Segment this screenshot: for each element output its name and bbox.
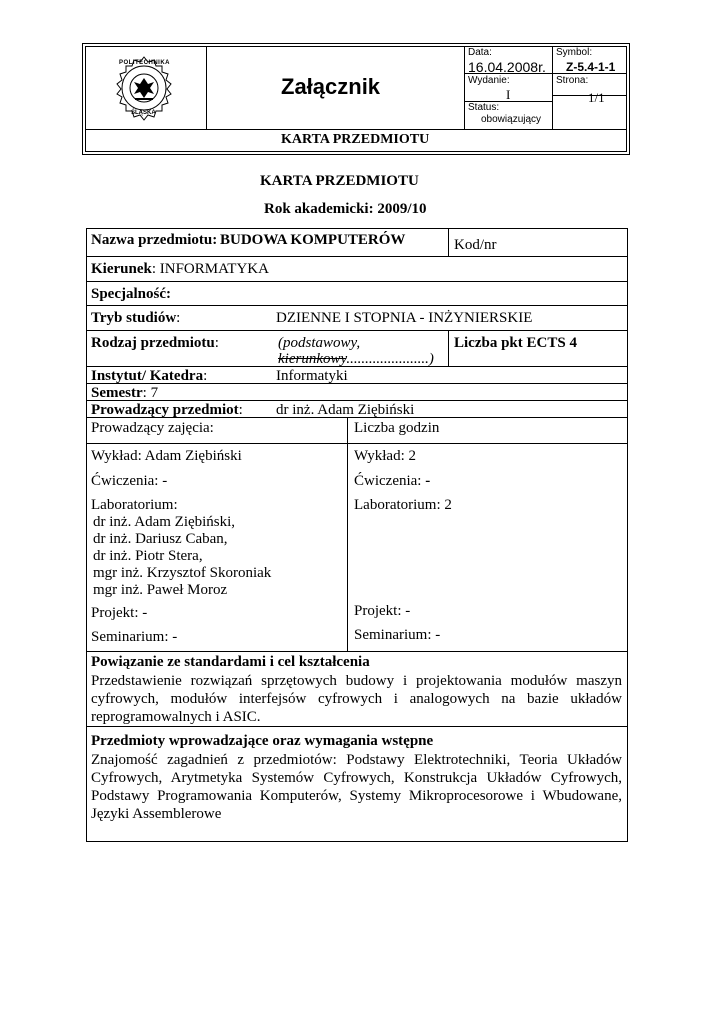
doc-title: KARTA PRZEDMIOTU xyxy=(260,173,419,189)
wyklad-left: Wykład: Adam Ziębiński xyxy=(91,448,242,464)
tryb-colon: : xyxy=(176,310,181,326)
projekt-right: Projekt: - xyxy=(354,603,411,619)
lab-person: mgr inż. Krzysztof Skoroniak xyxy=(93,565,272,581)
rodzaj-line1: (podstawowy, xyxy=(278,335,361,351)
rodzaj-line2 xyxy=(278,350,434,368)
cwiczenia-right-value: - xyxy=(425,473,431,489)
specjalnosc-label: Specjalność: xyxy=(91,286,171,302)
cwiczenia-left: Ćwiczenia: - xyxy=(91,473,168,489)
strona-value: 1/1 xyxy=(588,90,605,105)
lab-right: Laboratorium: 2 xyxy=(354,497,452,513)
ects-label: Liczba pkt ECTS 4 xyxy=(454,335,577,351)
header-karta: KARTA PRZEDMIOTU xyxy=(281,132,430,147)
instytut-colon: : xyxy=(203,368,208,384)
cwiczenia-right-label: Ćwiczenia: xyxy=(354,473,426,489)
godzin-label: Liczba godzin xyxy=(354,420,440,436)
lab-person: dr inż. Piotr Stera, xyxy=(93,548,203,564)
kierunek-row xyxy=(91,260,269,278)
data-value: 16.04.2008r. xyxy=(468,59,546,75)
tryb-label: Tryb studiów xyxy=(91,310,177,326)
rodzaj-label: Rodzaj przedmiotu xyxy=(91,335,215,351)
status-label: Status: xyxy=(468,102,500,113)
rodzaj-rest: ......................) xyxy=(346,351,434,367)
kierunek-label: Kierunek xyxy=(91,261,152,277)
status-value: obowiązujący xyxy=(481,114,542,125)
nazwa-label: Nazwa przedmiotu: xyxy=(91,232,218,248)
prowadzacy-colon: : xyxy=(238,402,243,418)
doc-year: Rok akademicki: 2009/10 xyxy=(264,201,427,217)
strona-label: Strona: xyxy=(556,75,589,86)
projekt-left: Projekt: - xyxy=(91,605,148,621)
powiazanie-header: Powiązanie ze standardami i cel kształcenia xyxy=(91,654,370,670)
prowadzacy-label: Prowadzący przedmiot xyxy=(91,402,239,418)
symbol-label: Symbol: xyxy=(556,47,593,58)
instytut-value: Informatyki xyxy=(276,368,348,384)
prowadzacy-value: dr inż. Adam Ziębiński xyxy=(276,402,415,418)
kod-label: Kod/nr xyxy=(454,237,497,253)
wymagania-header: Przedmioty wprowadzające oraz wymagania wstępne xyxy=(91,733,434,749)
instytut-label: Instytut/ Katedra xyxy=(91,368,204,384)
wydanie-value: I xyxy=(506,87,511,102)
kierunek-value: : INFORMATYKA xyxy=(151,261,269,277)
lab-person: dr inż. Adam Ziębiński, xyxy=(93,514,236,530)
rodzaj-colon: : xyxy=(214,335,219,351)
semestr-value: : 7 xyxy=(142,385,159,401)
rodzaj-row xyxy=(91,334,219,352)
rodzaj-struck: kierunkowy xyxy=(278,351,347,367)
powiazanie-text: Przedstawienie rozwiązań sprzętowych budowy i projektowania modułów maszyn cyfrowych, modułów interfejsów cyfrowych i analogowych na bazie układów reprogramowalnych i ASIC. xyxy=(91,673,622,725)
tryb-row xyxy=(91,309,180,327)
wyklad-right: Wykład: 2 xyxy=(354,448,416,464)
lab-person: dr inż. Dariusz Caban, xyxy=(93,531,228,547)
semestr-label: Semestr xyxy=(91,385,143,401)
wydanie-label: Wydanie: xyxy=(468,75,510,86)
instytut-row xyxy=(91,367,207,385)
lab-left-label: Laboratorium: xyxy=(91,497,178,513)
logo-text-top: POLITECHNIKA xyxy=(119,60,170,66)
logo-text-bottom: ŚLĄSKA xyxy=(131,110,156,116)
cwiczenia-right xyxy=(354,472,430,490)
tryb-value: DZIENNE I STOPNIA - INŻYNIERSKIE xyxy=(276,310,533,326)
data-label: Data: xyxy=(468,47,492,58)
prowadzacy-row xyxy=(91,401,243,419)
lab-person: mgr inż. Paweł Moroz xyxy=(93,582,228,598)
nazwa-value: BUDOWA KOMPUTERÓW xyxy=(220,232,406,248)
seminarium-left: Seminarium: - xyxy=(91,629,178,645)
semestr-row xyxy=(91,384,158,402)
header-title: Załącznik xyxy=(281,74,381,99)
seminarium-right: Seminarium: - xyxy=(354,627,441,643)
symbol-value: Z-5.4-1-1 xyxy=(566,60,616,74)
wymagania-text: Znajomość zagadnień z przedmiotów: Podstawy Elektrotechniki, Teoria Układów Cyfrowych, Arytmetyka Systemów Cyfrowych, Konstrukcja Układów Cyfrowych, Podstawy Programowania Komputerów, Systemy Mikroprocesorowe i Wbudowane, Języki Assemblerowe xyxy=(91,752,622,822)
zajecia-label: Prowadzący zajęcia: xyxy=(91,420,214,436)
